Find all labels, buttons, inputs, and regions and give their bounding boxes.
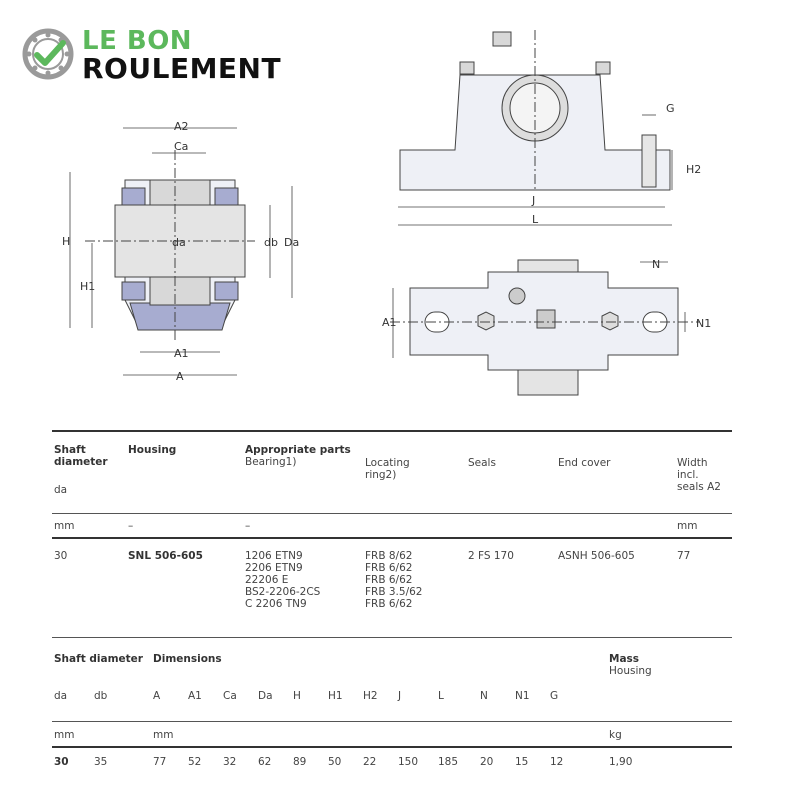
t2-unit-dims: mm [153, 729, 174, 741]
label-N1: N1 [696, 317, 712, 330]
label-A2: A2 [174, 120, 189, 133]
label-G: G [666, 102, 675, 115]
t1-unit-housing: – [128, 520, 134, 532]
t2-col-L: L [438, 690, 444, 702]
section-view [85, 150, 255, 340]
ring-item: FRB 3.5/62 [365, 586, 423, 598]
t2-header-rule [52, 721, 732, 722]
ring-item: FRB 6/62 [365, 562, 413, 574]
t1-width-value: 77 [677, 550, 691, 562]
t1-housing-value: SNL 506-605 [128, 550, 203, 562]
t2-col-db: db [94, 690, 108, 702]
t2-val-A1: 52 [188, 756, 202, 768]
t2-val-mass: 1,90 [609, 756, 633, 768]
t1-width-header: Width incl. seals A2 [677, 457, 721, 493]
t2-col-A: A [153, 690, 161, 702]
t2-val-H1: 50 [328, 756, 342, 768]
t2-val-N: 20 [480, 756, 494, 768]
logo-line1: LE BON [82, 26, 193, 56]
t2-col-H1: H1 [328, 690, 343, 702]
t2-val-J: 150 [398, 756, 419, 768]
t2-dims-header: Dimensions [153, 653, 222, 665]
t2-col-N1: N1 [515, 690, 530, 702]
label-db: db [264, 236, 278, 249]
label-H1: H1 [80, 280, 96, 293]
t1-units-rule [52, 537, 732, 539]
t1-shaft-symbol: da [54, 484, 68, 496]
front-view [400, 30, 670, 190]
bearing-item: BS2-2206-2CS [245, 586, 321, 598]
plan-view [390, 260, 700, 395]
t1-endcover-value: ASNH 506-605 [558, 550, 635, 562]
t2-col-N: N [480, 690, 488, 702]
bearing-item: C 2206 TN9 [245, 598, 307, 610]
t2-val-L: 185 [438, 756, 459, 768]
label-A1: A1 [174, 347, 189, 360]
t2-units-rule [52, 746, 732, 748]
label-da: da [172, 236, 186, 249]
t1-bearing-list [245, 550, 320, 610]
t2-val-G: 12 [550, 756, 564, 768]
table2-top-rule [52, 637, 732, 638]
table1-top-rule [52, 430, 732, 432]
t1-housing-header: Housing [128, 444, 177, 456]
t2-val-H: 89 [293, 756, 307, 768]
t1-ring-list [365, 550, 422, 610]
t1-unit-width: mm [677, 520, 698, 532]
t2-val-Da: 62 [258, 756, 272, 768]
t1-bearing-header: Bearing1) [245, 456, 297, 468]
t2-col-Da: Da [258, 690, 273, 702]
ring-item: FRB 8/62 [365, 550, 413, 562]
t2-unit-shaft: mm [54, 729, 75, 741]
t2-val-A: 77 [153, 756, 167, 768]
t1-unit-parts: – [245, 520, 251, 532]
label-J: J [532, 194, 536, 207]
t1-shaft-value: 30 [54, 550, 68, 562]
t2-val-N1: 15 [515, 756, 529, 768]
t1-unit-shaft: mm [54, 520, 75, 532]
t1-header-rule [52, 513, 732, 514]
label-L: L [532, 213, 539, 226]
label-A: A [176, 370, 184, 383]
bearing-item: 2206 ETN9 [245, 562, 303, 574]
logo-line2: ROULEMENT [82, 52, 282, 85]
t2-col-A1: A1 [188, 690, 202, 702]
t2-shaft-header: Shaft diameter [54, 653, 143, 665]
t2-col-H2: H2 [363, 690, 378, 702]
ring-item: FRB 6/62 [365, 574, 413, 586]
t2-val-da: 30 [54, 756, 69, 768]
t2-col-da: da [54, 690, 68, 702]
t1-parts-header: Appropriate parts [245, 444, 351, 456]
label-H: H [62, 235, 71, 248]
bearing-item: 22206 E [245, 574, 289, 586]
bearing-item: 1206 ETN9 [245, 550, 303, 562]
t2-col-Ca: Ca [223, 690, 237, 702]
t2-col-H: H [293, 690, 301, 702]
t1-endcover-header: End cover [558, 457, 611, 469]
t1-seals-value: 2 FS 170 [468, 550, 514, 562]
t1-locating-header: Locating ring2) [365, 457, 410, 481]
t2-mass-sub: Housing [609, 665, 652, 677]
label-H2: H2 [686, 163, 702, 176]
t2-unit-mass: kg [609, 729, 622, 741]
t2-col-J: J [398, 690, 402, 702]
t1-seals-header: Seals [468, 457, 496, 469]
t2-col-G: G [550, 690, 559, 702]
label-Ca: Ca [174, 140, 189, 153]
label-Da: Da [284, 236, 300, 249]
t2-mass-header: Mass [609, 653, 640, 665]
label-N: N [652, 258, 661, 271]
ring-item: FRB 6/62 [365, 598, 413, 610]
t2-val-db: 35 [94, 756, 108, 768]
label-A1-plan: A1 [382, 316, 397, 329]
t2-val-H2: 22 [363, 756, 377, 768]
t2-val-Ca: 32 [223, 756, 237, 768]
t1-shaft-header: Shaft diameter [54, 444, 108, 468]
